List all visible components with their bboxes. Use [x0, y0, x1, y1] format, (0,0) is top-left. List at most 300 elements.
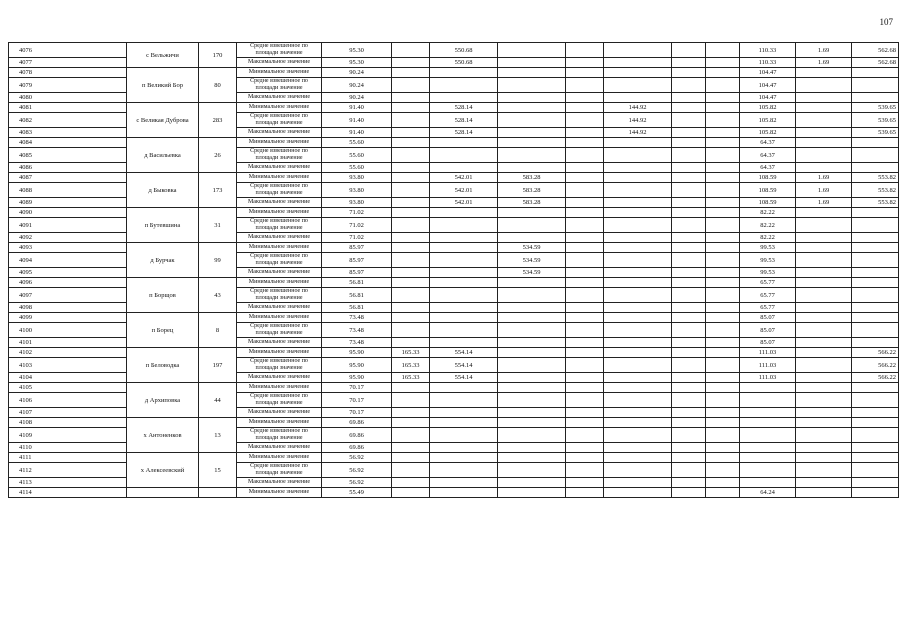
value-cell-c10: [796, 148, 852, 163]
value-cell-c10: [796, 113, 852, 128]
value-cell-c1: 56.92: [322, 463, 392, 478]
value-cell-c4: [498, 348, 566, 358]
value-cell-c1: 73.48: [322, 323, 392, 338]
value-cell-c2: [392, 303, 430, 313]
value-cell-c8: [706, 103, 740, 113]
value-cell-c6: [604, 148, 672, 163]
row-number: 4109: [9, 428, 127, 443]
value-cell-c1: 71.02: [322, 218, 392, 233]
value-cell-c6: [604, 218, 672, 233]
value-cell-c11: [852, 478, 899, 488]
value-type-label: Максимальное значение: [237, 478, 322, 488]
value-cell-c11: [852, 78, 899, 93]
row-number: 4091: [9, 218, 127, 233]
value-cell-c4: [498, 303, 566, 313]
population-count: 15: [199, 453, 237, 488]
value-cell-c9: 99.53: [740, 253, 796, 268]
value-cell-c6: [604, 393, 672, 408]
value-cell-c10: [796, 383, 852, 393]
value-cell-c5: [566, 78, 604, 93]
value-cell-c5: [566, 268, 604, 278]
value-cell-c10: [796, 358, 852, 373]
value-cell-c4: [498, 138, 566, 148]
value-cell-c10: [796, 408, 852, 418]
value-cell-c6: [604, 43, 672, 58]
value-cell-c4: [498, 128, 566, 138]
value-cell-c6: [604, 358, 672, 373]
value-cell-c1: 69.86: [322, 428, 392, 443]
value-cell-c4: [498, 278, 566, 288]
value-cell-c4: 534.59: [498, 243, 566, 253]
value-cell-c3: 550.68: [430, 43, 498, 58]
value-cell-c10: [796, 478, 852, 488]
value-cell-c8: [706, 243, 740, 253]
value-cell-c1: 71.02: [322, 233, 392, 243]
row-number: 4076: [9, 43, 127, 58]
value-cell-c1: 55.49: [322, 488, 392, 498]
value-type-label: Минимальное значение: [237, 173, 322, 183]
value-cell-c1: 95.30: [322, 43, 392, 58]
value-cell-c10: [796, 453, 852, 463]
value-cell-c4: [498, 488, 566, 498]
value-cell-c7: [672, 303, 706, 313]
table-row: [9, 68, 899, 78]
value-type-label: Минимальное значение: [237, 138, 322, 148]
value-cell-c8: [706, 233, 740, 243]
value-cell-c9: 65.77: [740, 303, 796, 313]
value-cell-c2: 165.33: [392, 373, 430, 383]
value-cell-c4: 534.59: [498, 253, 566, 268]
value-cell-c8: [706, 408, 740, 418]
value-type-label: Максимальное значение: [237, 443, 322, 453]
value-cell-c5: [566, 163, 604, 173]
value-cell-c7: [672, 93, 706, 103]
row-number: 4112: [9, 463, 127, 478]
value-cell-c7: [672, 393, 706, 408]
settlement-name: п Борец: [127, 313, 199, 348]
value-cell-c3: [430, 408, 498, 418]
value-cell-c9: 111.03: [740, 348, 796, 358]
value-cell-c11: [852, 68, 899, 78]
value-cell-c10: [796, 233, 852, 243]
value-cell-c3: [430, 478, 498, 488]
value-type-label: Максимальное значение: [237, 93, 322, 103]
value-cell-c2: [392, 78, 430, 93]
row-number: 4114: [9, 488, 127, 498]
row-number: 4083: [9, 128, 127, 138]
settlement-name: п Великий Бор: [127, 68, 199, 103]
value-cell-c9: 82.22: [740, 218, 796, 233]
value-cell-c1: 55.60: [322, 163, 392, 173]
value-cell-c10: [796, 103, 852, 113]
value-cell-c5: [566, 453, 604, 463]
value-type-label: Средне взвешенное по площади значение: [237, 43, 322, 58]
population-count: 170: [199, 43, 237, 68]
value-cell-c7: [672, 313, 706, 323]
value-cell-c6: [604, 233, 672, 243]
population-count: 26: [199, 138, 237, 173]
population-count: 44: [199, 383, 237, 418]
value-cell-c2: [392, 288, 430, 303]
table-row: [9, 173, 899, 183]
value-cell-c10: [796, 128, 852, 138]
settlement-name: д Архиповка: [127, 383, 199, 418]
value-cell-c11: [852, 313, 899, 323]
value-cell-c1: 56.92: [322, 478, 392, 488]
value-cell-c2: [392, 478, 430, 488]
value-cell-c7: [672, 373, 706, 383]
value-cell-c10: [796, 323, 852, 338]
value-type-label: Максимальное значение: [237, 373, 322, 383]
value-cell-c4: [498, 93, 566, 103]
value-cell-c5: [566, 198, 604, 208]
value-cell-c1: 93.80: [322, 183, 392, 198]
value-cell-c5: [566, 348, 604, 358]
value-cell-c9: 64.37: [740, 163, 796, 173]
settlement-name: с Вельжичи: [127, 43, 199, 68]
value-cell-c11: [852, 383, 899, 393]
value-type-label: Максимальное значение: [237, 408, 322, 418]
value-cell-c10: 1.69: [796, 198, 852, 208]
value-type-label: Минимальное значение: [237, 103, 322, 113]
value-cell-c7: [672, 138, 706, 148]
value-cell-c9: 82.22: [740, 233, 796, 243]
value-cell-c4: [498, 233, 566, 243]
value-cell-c4: [498, 373, 566, 383]
value-cell-c2: [392, 268, 430, 278]
value-type-label: Средне взвешенное по площади значение: [237, 218, 322, 233]
value-cell-c5: [566, 488, 604, 498]
value-cell-c9: 85.07: [740, 313, 796, 323]
value-cell-c3: 554.14: [430, 348, 498, 358]
value-type-label: Минимальное значение: [237, 243, 322, 253]
value-cell-c9: 64.37: [740, 138, 796, 148]
value-cell-c10: 1.69: [796, 58, 852, 68]
value-cell-c1: 73.48: [322, 313, 392, 323]
value-cell-c7: [672, 348, 706, 358]
row-number: 4094: [9, 253, 127, 268]
value-cell-c1: 95.90: [322, 358, 392, 373]
value-type-label: Максимальное значение: [237, 338, 322, 348]
population-count: 197: [199, 348, 237, 383]
value-cell-c9: 85.07: [740, 323, 796, 338]
value-cell-c3: [430, 338, 498, 348]
value-cell-c6: [604, 453, 672, 463]
value-cell-c7: [672, 198, 706, 208]
value-cell-c5: [566, 373, 604, 383]
value-cell-c3: [430, 383, 498, 393]
value-cell-c5: [566, 128, 604, 138]
value-cell-c7: [672, 173, 706, 183]
row-number: 4096: [9, 278, 127, 288]
value-cell-c11: [852, 218, 899, 233]
value-cell-c4: [498, 408, 566, 418]
value-cell-c6: [604, 338, 672, 348]
row-number: 4099: [9, 313, 127, 323]
value-cell-c2: [392, 253, 430, 268]
value-cell-c9: 104.47: [740, 78, 796, 93]
value-cell-c11: 553.82: [852, 183, 899, 198]
value-type-label: Средне взвешенное по площади значение: [237, 113, 322, 128]
value-cell-c11: [852, 303, 899, 313]
settlement-name: с Великая Дуброва: [127, 103, 199, 138]
value-type-label: Максимальное значение: [237, 268, 322, 278]
value-cell-c4: 534.59: [498, 268, 566, 278]
value-cell-c11: [852, 338, 899, 348]
value-cell-c8: [706, 268, 740, 278]
value-cell-c3: [430, 253, 498, 268]
value-cell-c9: 82.22: [740, 208, 796, 218]
value-cell-c2: [392, 393, 430, 408]
table-row: [9, 243, 899, 253]
row-number: 4101: [9, 338, 127, 348]
value-cell-c9: [740, 453, 796, 463]
value-cell-c8: [706, 338, 740, 348]
value-cell-c8: [706, 68, 740, 78]
value-cell-c4: [498, 323, 566, 338]
value-cell-c4: [498, 443, 566, 453]
value-cell-c6: [604, 418, 672, 428]
value-cell-c8: [706, 373, 740, 383]
table-row: [9, 453, 899, 463]
value-cell-c3: [430, 233, 498, 243]
value-cell-c6: [604, 488, 672, 498]
value-cell-c11: [852, 253, 899, 268]
value-cell-c6: 144.92: [604, 113, 672, 128]
value-cell-c10: [796, 488, 852, 498]
value-cell-c10: [796, 393, 852, 408]
value-cell-c9: 99.53: [740, 268, 796, 278]
value-cell-c3: 528.14: [430, 103, 498, 113]
value-cell-c3: 542.01: [430, 183, 498, 198]
value-cell-c1: 93.80: [322, 198, 392, 208]
value-cell-c9: 111.03: [740, 358, 796, 373]
value-cell-c3: [430, 463, 498, 478]
value-cell-c8: [706, 383, 740, 393]
value-type-label: Средне взвешенное по площади значение: [237, 428, 322, 443]
value-cell-c6: [604, 278, 672, 288]
value-cell-c5: [566, 463, 604, 478]
value-cell-c9: 110.33: [740, 43, 796, 58]
value-cell-c3: [430, 278, 498, 288]
row-number: 4081: [9, 103, 127, 113]
value-cell-c9: 105.82: [740, 128, 796, 138]
value-cell-c5: [566, 68, 604, 78]
value-cell-c3: 528.14: [430, 128, 498, 138]
value-cell-c3: [430, 148, 498, 163]
value-cell-c4: [498, 218, 566, 233]
value-cell-c5: [566, 278, 604, 288]
value-cell-c2: [392, 218, 430, 233]
value-cell-c7: [672, 148, 706, 163]
value-cell-c1: 70.17: [322, 383, 392, 393]
value-cell-c3: [430, 323, 498, 338]
table-row: [9, 103, 899, 113]
value-cell-c5: [566, 478, 604, 488]
row-number: 4107: [9, 408, 127, 418]
value-cell-c8: [706, 348, 740, 358]
row-number: 4080: [9, 93, 127, 103]
value-cell-c7: [672, 68, 706, 78]
value-cell-c7: [672, 268, 706, 278]
value-cell-c6: [604, 383, 672, 393]
value-cell-c3: [430, 288, 498, 303]
value-cell-c3: 528.14: [430, 113, 498, 128]
value-cell-c11: [852, 428, 899, 443]
value-cell-c8: [706, 173, 740, 183]
value-cell-c5: [566, 418, 604, 428]
value-cell-c8: [706, 478, 740, 488]
value-cell-c4: [498, 68, 566, 78]
settlement-name: д Быковка: [127, 173, 199, 208]
value-cell-c3: 550.68: [430, 58, 498, 68]
value-cell-c7: [672, 243, 706, 253]
value-cell-c10: 1.69: [796, 43, 852, 58]
value-cell-c11: [852, 163, 899, 173]
value-cell-c7: [672, 383, 706, 393]
value-cell-c2: [392, 198, 430, 208]
row-number: 4113: [9, 478, 127, 488]
value-cell-c9: 110.33: [740, 58, 796, 68]
value-type-label: Средне взвешенное по площади значение: [237, 148, 322, 163]
value-cell-c3: [430, 418, 498, 428]
value-cell-c11: [852, 488, 899, 498]
value-cell-c4: [498, 393, 566, 408]
value-cell-c1: 56.81: [322, 303, 392, 313]
value-cell-c10: 1.69: [796, 183, 852, 198]
table-row: [9, 383, 899, 393]
value-cell-c9: [740, 408, 796, 418]
value-cell-c1: 70.17: [322, 393, 392, 408]
value-cell-c6: [604, 163, 672, 173]
value-cell-c7: [672, 43, 706, 58]
value-cell-c3: [430, 68, 498, 78]
value-cell-c2: [392, 128, 430, 138]
value-type-label: Максимальное значение: [237, 303, 322, 313]
value-cell-c2: [392, 488, 430, 498]
value-cell-c7: [672, 478, 706, 488]
value-cell-c9: 105.82: [740, 113, 796, 128]
value-cell-c4: [498, 478, 566, 488]
value-cell-c7: [672, 323, 706, 338]
value-cell-c3: [430, 443, 498, 453]
value-cell-c9: 99.53: [740, 243, 796, 253]
row-number: 4100: [9, 323, 127, 338]
value-cell-c1: 91.40: [322, 103, 392, 113]
population-count: 80: [199, 68, 237, 103]
value-cell-c1: 91.40: [322, 113, 392, 128]
value-cell-c9: 64.37: [740, 148, 796, 163]
value-cell-c11: [852, 138, 899, 148]
value-cell-c5: [566, 383, 604, 393]
value-cell-c1: 90.24: [322, 78, 392, 93]
value-cell-c9: [740, 393, 796, 408]
value-cell-c4: [498, 463, 566, 478]
value-cell-c10: [796, 428, 852, 443]
value-cell-c8: [706, 128, 740, 138]
value-cell-c5: [566, 43, 604, 58]
value-cell-c5: [566, 393, 604, 408]
value-cell-c2: [392, 278, 430, 288]
settlement-name: д Бурчак: [127, 243, 199, 278]
value-cell-c4: [498, 43, 566, 58]
value-cell-c6: [604, 173, 672, 183]
value-cell-c10: [796, 348, 852, 358]
value-type-label: Минимальное значение: [237, 383, 322, 393]
value-cell-c9: [740, 418, 796, 428]
value-cell-c9: 65.77: [740, 288, 796, 303]
value-cell-c1: 85.97: [322, 243, 392, 253]
value-cell-c8: [706, 93, 740, 103]
settlement-name: п Бутевшина: [127, 208, 199, 243]
value-cell-c11: 566.22: [852, 348, 899, 358]
table-row: [9, 418, 899, 428]
value-cell-c5: [566, 208, 604, 218]
value-cell-c11: [852, 243, 899, 253]
row-number: 4106: [9, 393, 127, 408]
row-number: 4093: [9, 243, 127, 253]
value-cell-c2: [392, 233, 430, 243]
value-cell-c9: [740, 443, 796, 453]
value-cell-c2: 165.33: [392, 358, 430, 373]
value-type-label: Средне взвешенное по площади значение: [237, 253, 322, 268]
value-cell-c5: [566, 253, 604, 268]
value-cell-c11: [852, 443, 899, 453]
value-cell-c2: [392, 93, 430, 103]
value-cell-c3: [430, 268, 498, 278]
value-cell-c1: 91.40: [322, 128, 392, 138]
value-cell-c2: [392, 313, 430, 323]
value-cell-c1: 95.90: [322, 348, 392, 358]
value-cell-c7: [672, 288, 706, 303]
value-cell-c8: [706, 163, 740, 173]
value-type-label: Минимальное значение: [237, 278, 322, 288]
value-cell-c8: [706, 288, 740, 303]
row-number: 4085: [9, 148, 127, 163]
value-cell-c2: [392, 113, 430, 128]
value-cell-c9: 105.82: [740, 103, 796, 113]
value-type-label: Средне взвешенное по площади значение: [237, 393, 322, 408]
value-cell-c8: [706, 43, 740, 58]
value-cell-c9: [740, 383, 796, 393]
value-cell-c11: [852, 148, 899, 163]
value-cell-c7: [672, 253, 706, 268]
table-body: [9, 43, 899, 498]
value-cell-c11: [852, 393, 899, 408]
value-cell-c6: [604, 253, 672, 268]
value-cell-c6: [604, 373, 672, 383]
row-number: 4102: [9, 348, 127, 358]
value-cell-c1: 55.60: [322, 138, 392, 148]
value-cell-c9: 104.47: [740, 93, 796, 103]
value-cell-c2: [392, 138, 430, 148]
value-cell-c4: [498, 418, 566, 428]
value-cell-c4: [498, 113, 566, 128]
value-type-label: Минимальное значение: [237, 348, 322, 358]
value-cell-c7: [672, 163, 706, 173]
value-cell-c6: [604, 408, 672, 418]
value-cell-c2: [392, 443, 430, 453]
value-cell-c4: [498, 103, 566, 113]
row-number: 4110: [9, 443, 127, 453]
value-cell-c9: 111.03: [740, 373, 796, 383]
value-cell-c7: [672, 338, 706, 348]
value-cell-c3: 542.01: [430, 198, 498, 208]
page-number: 107: [879, 17, 893, 27]
row-number: 4088: [9, 183, 127, 198]
value-cell-c6: [604, 68, 672, 78]
value-cell-c11: 553.82: [852, 198, 899, 208]
